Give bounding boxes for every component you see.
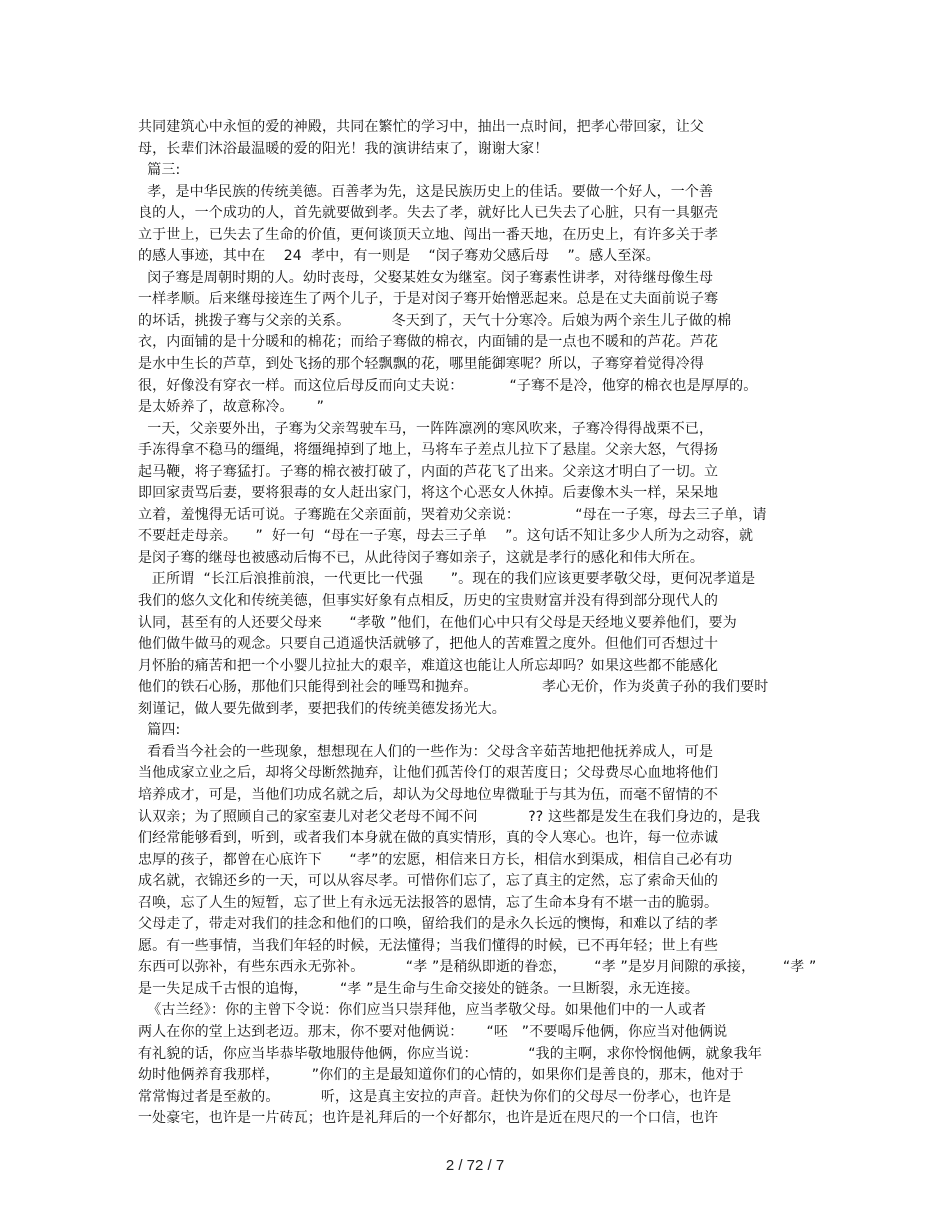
text-line: 两人在你的堂上达到老迈。那末，你不要对他俩说： “呸 ”不要喝斥他俩，你应当对他俩说 — [138, 1023, 728, 1040]
text-line: 常常悔过者是至赦的。 听，这是真主安拉的声音。赶快为你们的父母尽一份孝心，也许是 — [138, 1088, 732, 1105]
text-line: 《古兰经》：你的主曾下令说：你们应当只崇拜他，应当孝敬父母。如果他们中的一人或者 — [138, 1002, 707, 1019]
text-line: 培养成才，可是，当他们功成名就之后，却认为父母地位卑微耻于与其为伍，而毫不留情的不 — [138, 786, 719, 803]
text-line: 闵子骞是周朝时期的人。幼时丧母，父娶某姓女为继室。闵子骞素性讲孝，对待继母像生母 — [138, 269, 714, 286]
text-line: 是太娇养了，故意称冷。 ” — [138, 399, 325, 416]
text-line: 不要赶走母亲。 ” 好一句 “母在一子寒，母去三子单 ”。这句话不知让多少人所为之动容，就 — [138, 528, 754, 545]
text-line: 忠厚的孩子，都曾在心底许下 “孝”的宏愿，相信来日方长，相信水到渠成，相信自己必有功 — [138, 851, 733, 868]
text-line: 的感人事迹，其中在 24 孝中，有一则是 “闵子骞劝父感后母 ”。感人至深。 — [138, 248, 660, 265]
text-line: 召唤，忘了人生的短暂，忘了世上有永远无法报答的恩情，忘了生命本身有不堪一击的脆弱。 — [138, 894, 719, 911]
text-line: 认同，甚至有的人还要父母来 “孝敬 ”他们，在他们心中只有父母是天经地义要养他们，要为 — [138, 614, 737, 631]
text-line: 正所谓 “长江后浪推前浪，一代更比一代强 ”。现在的我们应该更要孝敬父母，更何况孝道是 — [138, 571, 756, 588]
text-line: 他们做牛做马的观念。只要自己逍遥快活就够了，把他人的苦难置之度外。但他们可否想过十 — [138, 636, 719, 653]
text-line: 是闵子骞的继母也被感动后悔不已，从此待闵子骞如亲子，这就是孝行的感化和伟大所在。 — [138, 549, 704, 566]
text-line: 父母走了，带走对我们的挂念和他们的口唤，留给我们的是永久长远的懊悔，和难以了结的孝 — [138, 916, 719, 933]
text-line: 愿。有一些事情，当我们年轻的时候，无法懂得；当我们懂得的时候，已不再年轻；世上有些 — [138, 937, 719, 954]
text-line: 立于世上，已失去了生命的价值，更何谈顶天立地、闯出一番天地，在历史上，有许多关于孝 — [138, 226, 719, 243]
text-line: 立着，羞愧得无话可说。子骞跪在父亲面前，哭着劝父亲说： “母在一子寒，母去三子单，请 — [138, 506, 767, 523]
text-line: 篇三: — [138, 162, 181, 179]
body-text — [138, 117, 817, 1130]
text-line: 的坏话，挑拨子骞与父亲的关系。 冬天到了，天气十分寒冷。后娘为两个亲生儿子做的棉 — [138, 312, 732, 329]
text-line: 是水中生长的芦草，到处飞扬的那个轻飘飘的花，哪里能御寒呢？所以，子骞穿着觉得冷得 — [138, 356, 704, 373]
text-line: 是一失足成千古恨的追悔， “孝 ”是生命与生命交接处的链条。一旦断裂，永无连接。 — [138, 980, 700, 997]
text-line: 母，长辈们沐浴最温暖的爱的阳光！我的演讲结束了，谢谢大家！ — [138, 140, 549, 157]
text-line: 即回家责骂后妻，要将狠毒的女人赶出家门，将这个心恶女人休掉。后妻像木头一样，呆呆地 — [138, 485, 719, 502]
text-line: 一处豪宅，也许是一片砖瓦；也许是礼拜后的一个好都尔，也许是近在咫尺的一个口信，也许 — [138, 1110, 719, 1127]
page-number: 2 / 72 / 7 — [445, 1157, 505, 1174]
text-line: 衣，内面铺的是十分暖和的棉花；而给子骞做的棉衣，内面铺的是一点也不暖和的芦花。芦花 — [138, 334, 719, 351]
text-line: 东西可以弥补，有些东西永无弥补。 “孝 ”是稍纵即逝的眷恋， “孝 ”是岁月间隙的承接， “孝 ” — [138, 959, 817, 976]
text-line: 共同建筑心中永恒的爱的神殿，共同在繁忙的学习中，抽出一点时间，把孝心带回家，让父 — [138, 119, 704, 135]
text-line: 刻谨记，做人要先做到孝，要把我们的传统美德发扬光大。 — [138, 700, 506, 717]
text-line: 起马鞭，将子骞猛打。子骞的棉衣被打破了，内面的芦花飞了出来。父亲这才明白了一切。立 — [138, 463, 719, 480]
text-line: 有礼貌的话，你应当毕恭毕敬地服侍他俩，你应当说： “我的主啊，求你怜悯他俩，就象我年 — [138, 1045, 763, 1062]
text-line: 良的人，一个成功的人，首先就要做到孝。失去了孝，就好比人已失去了心脏，只有一具躯壳 — [138, 205, 719, 222]
text-line: 我们的悠久文化和传统美德，但事实好象有点相反，历史的宝贵财富并没有得到部分现代人的 — [138, 593, 719, 610]
text-line: 很，好像没有穿衣一样。而这位后母反而向丈夫说： “子骞不是冷，他穿的棉衣也是厚厚的。 — [138, 377, 758, 394]
text-line: 看看当今社会的一些现象，想想现在人们的一些作为：父母含辛茹苦地把他抚养成人，可是 — [138, 743, 714, 760]
text-line: 成名就，衣锦还乡的一天，可以从容尽孝。可惜你们忘了，忘了真主的定然，忘了索命天仙的 — [138, 873, 719, 890]
text-line: 幼时他俩养育我那样， ”你们的主是最知道你们的心情的，如果你们是善良的，那末，他对于 — [138, 1067, 744, 1084]
text-line: 篇四: — [138, 722, 181, 739]
text-line: 们经常能够看到，听到，或者我们本身就在做的真实情形，真的令人寒心。也许，每一位赤诚 — [138, 830, 719, 847]
text-line: 孝，是中华民族的传统美德。百善孝为先，这是民族历史上的佳话。要做一个好人，一个善 — [138, 183, 714, 200]
text-line: 一天，父亲要外出，子骞为父亲驾驶车马，一阵阵凛冽的寒风吹来，子骞冷得得战栗不已， — [138, 420, 714, 437]
text-line: 当他成家立业之后，却将父母断然抛弃，让他们孤苦伶仃的艰苦度日；父母费尽心血地将他们 — [138, 765, 719, 782]
text-line: 一样孝顺。后来继母接连生了两个儿子，于是对闵子骞开始憎恶起来。总是在丈夫面前说子骞 — [138, 291, 719, 308]
text-line: 认双亲；为了照顾自己的家室妻儿对老父老母不闻不问 ?? 这些都是发生在我们身边的，是我 — [138, 808, 761, 825]
text-line: 他们的铁石心肠，那他们只能得到社会的唾骂和抛弃。 孝心无价，作为炎黄子孙的我们要时 — [138, 679, 769, 696]
text-line: 手冻得拿不稳马的缰绳，将缰绳掉到了地上，马将车子差点儿拉下了悬崖。父亲大怒，气得扬 — [138, 442, 719, 459]
text-line: 月怀胎的痛苦和把一个小婴儿拉扯大的艰辛，难道这也能让人所忘却吗？如果这些都不能感化 — [138, 657, 719, 674]
